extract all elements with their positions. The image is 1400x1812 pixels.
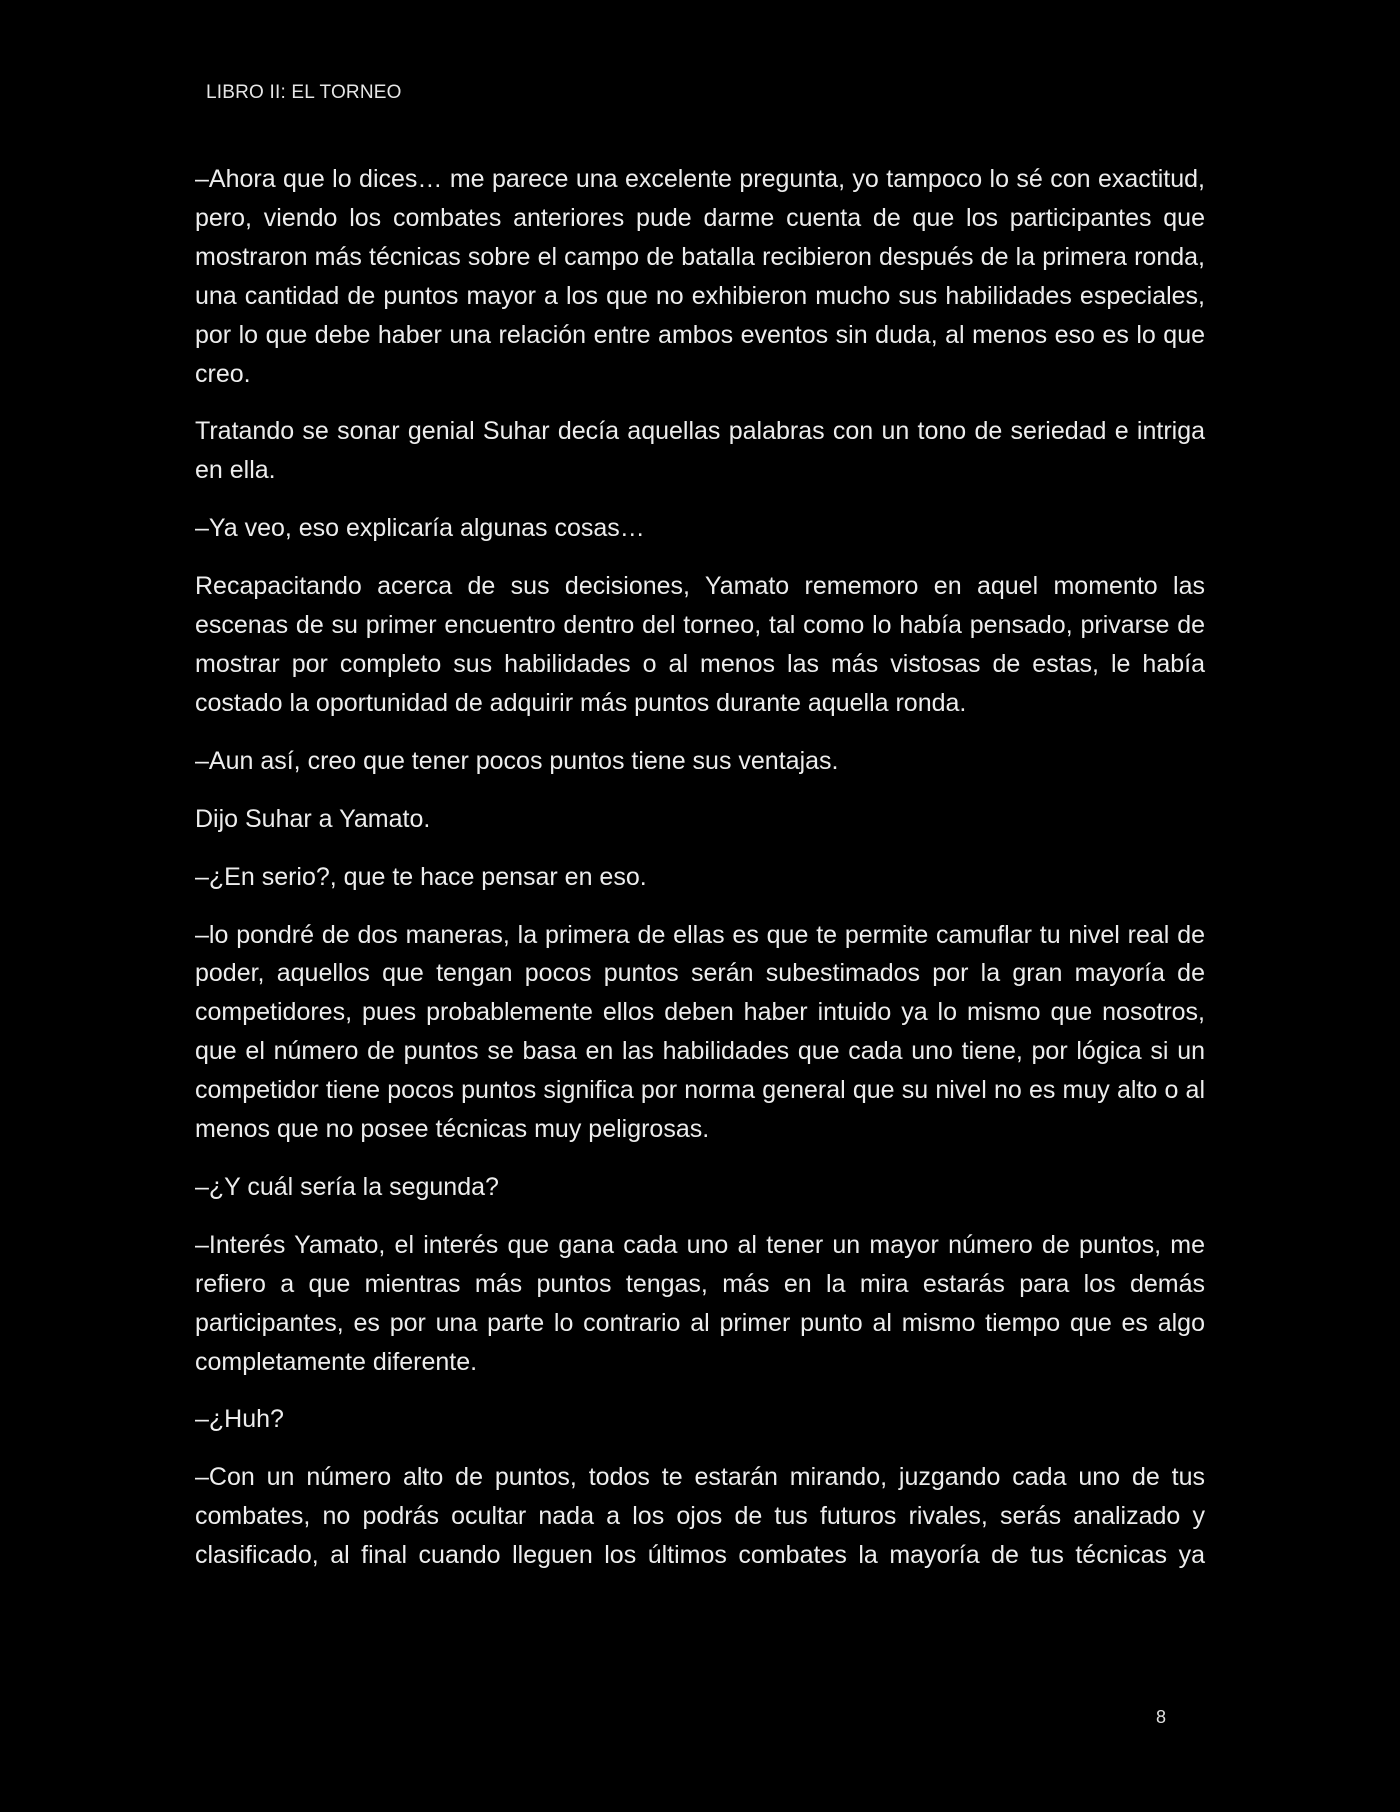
paragraph-11: –¿Huh? [195, 1405, 284, 1434]
page-body [195, 160, 1205, 1575]
running-header: LIBRO II: EL TORNEO [206, 82, 402, 103]
paragraph-8: –lo pondré de dos maneras, la primera de ellas es que te permite camuflar tu nivel real de poder, aquellos que tengan pocos puntos serán subestimados por la gran mayoría de competidores, pues probablemente ellos deben haber intuido ya lo mismo que nosotros, que el número de puntos se basa en las habilidades que cada uno tiene, por lógica si un competidor tiene pocos puntos significa por norma general que su nivel no es muy alto o al menos que no posee técnicas muy peligrosas. [195, 920, 1205, 1144]
paragraph-1: –Ahora que lo dices… me parece una excelente pregunta, yo tampoco lo sé con exactitud, pero, viendo los combates anteriores pude darme cuenta de que los participantes que mostraron más técnicas sobre el campo de batalla recibieron después de la primera ronda, una cantidad de puntos mayor a los que no exhibieron mucho sus habilidades especiales, por lo que debe haber una relación entre ambos eventos sin duda, al menos eso es lo que creo. [195, 165, 1205, 388]
paragraph-3: –Ya veo, eso explicaría algunas cosas… [195, 514, 645, 543]
paragraph-9: –¿Y cuál sería la segunda? [195, 1172, 499, 1201]
paragraph-6: Dijo Suhar a Yamato. [195, 804, 431, 833]
paragraph-7: –¿En serio?, que te hace pensar en eso. [195, 862, 647, 891]
page-number: 8 [1156, 1707, 1167, 1727]
paragraph-10: –Interés Yamato, el interés que gana cada uno al tener un mayor número de puntos, me refiero a que mientras más puntos tengas, más en la mira estarás para los demás participantes, es por una parte lo contrario al primer punto al mismo tiempo que es algo completamente diferente. [195, 1230, 1205, 1376]
paragraph-12: –Con un número alto de puntos, todos te estarán mirando, juzgando cada uno de tus combates, no podrás ocultar nada a los ojos de tus futuros rivales, serás analizado y clasificado, al final cuando lleguen los últimos combates la mayoría de tus técnicas ya [195, 1463, 1205, 1570]
paragraph-2: Tratando se sonar genial Suhar decía aquellas palabras con un tono de seriedad e intriga en ella. [195, 417, 1205, 485]
paragraph-5: –Aun así, creo que tener pocos puntos tiene sus ventajas. [195, 746, 839, 775]
paragraph-4: Recapacitando acerca de sus decisiones, Yamato rememoro en aquel momento las escenas de su primer encuentro dentro del torneo, tal como lo había pensado, privarse de mostrar por completo sus habilidades o al menos las más vistosas de estas, le había costado la oportunidad de adquirir más puntos durante aquella ronda. [195, 572, 1205, 717]
